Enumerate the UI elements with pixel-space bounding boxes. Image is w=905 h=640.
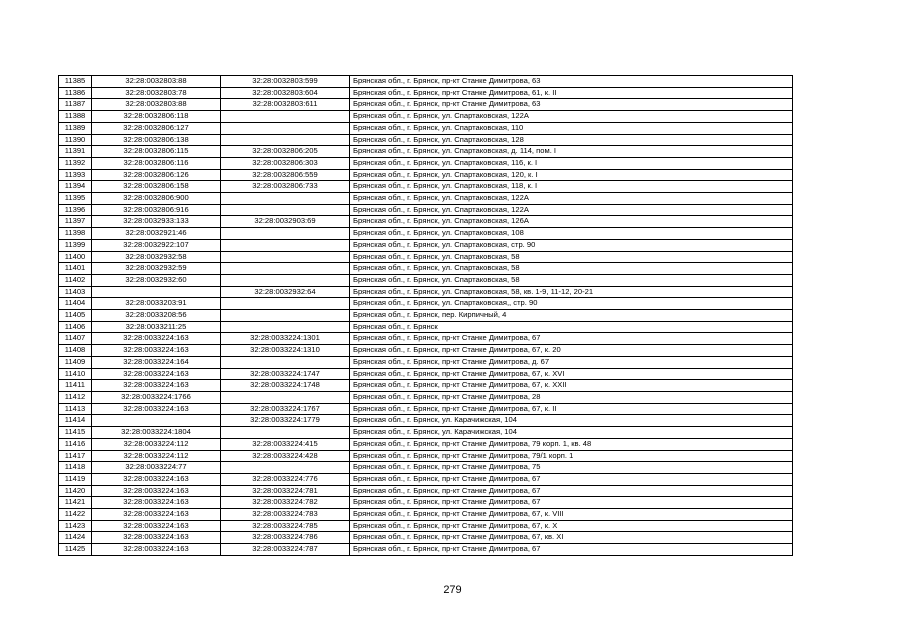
address-cell: Брянская обл., г. Брянск, пр-кт Станке Димитрова, 63 xyxy=(350,99,793,111)
cadastral-number-cell: 32:28:0033224:163 xyxy=(92,520,221,532)
object-cadastral-number-cell: 32:28:0033224:428 xyxy=(221,450,350,462)
table-row xyxy=(59,462,793,474)
cadastral-number-cell: 32:28:0032932:58 xyxy=(92,251,221,263)
object-cadastral-number-cell xyxy=(221,356,350,368)
table-row xyxy=(59,532,793,544)
row-number-cell: 11412 xyxy=(59,391,92,403)
address-cell: Брянская обл., г. Брянск, ул. Спартаковская, 58, кв. 1-9, 11-12, 20-21 xyxy=(350,286,793,298)
table-row xyxy=(59,228,793,240)
object-cadastral-number-cell: 32:28:0032803:599 xyxy=(221,76,350,88)
address-cell: Брянская обл., г. Брянск, ул. Спартаковская, д. 114, пом. I xyxy=(350,146,793,158)
object-cadastral-number-cell: 32:28:0033224:1748 xyxy=(221,380,350,392)
address-cell: Брянская обл., г. Брянск, пр-кт Станке Димитрова, 67, к. XVI xyxy=(350,368,793,380)
cadastral-number-cell: 32:28:0032806:138 xyxy=(92,134,221,146)
cadastral-number-cell xyxy=(92,415,221,427)
table-row xyxy=(59,76,793,88)
table-row xyxy=(59,286,793,298)
object-cadastral-number-cell: 32:28:0032803:611 xyxy=(221,99,350,111)
object-cadastral-number-cell xyxy=(221,228,350,240)
row-number-cell: 11411 xyxy=(59,380,92,392)
table-row xyxy=(59,274,793,286)
cadastral-number-cell: 32:28:0033224:1766 xyxy=(92,391,221,403)
table-row xyxy=(59,204,793,216)
row-number-cell: 11386 xyxy=(59,87,92,99)
table-row xyxy=(59,193,793,205)
table-row xyxy=(59,520,793,532)
object-cadastral-number-cell xyxy=(221,427,350,439)
object-cadastral-number-cell xyxy=(221,391,350,403)
object-cadastral-number-cell: 32:28:0032803:604 xyxy=(221,87,350,99)
table-row xyxy=(59,380,793,392)
address-cell: Брянская обл., г. Брянск, ул. Спартаковская, 122А xyxy=(350,204,793,216)
address-cell: Брянская обл., г. Брянск, ул. Спартаковская, 58 xyxy=(350,274,793,286)
cadastral-number-cell: 32:28:0033224:163 xyxy=(92,380,221,392)
object-cadastral-number-cell xyxy=(221,193,350,205)
row-number-cell: 11388 xyxy=(59,111,92,123)
address-cell: Брянская обл., г. Брянск, ул. Спартаковская, 122А xyxy=(350,193,793,205)
address-cell: Брянская обл., г. Брянск, пр-кт Станке Димитрова, 67 xyxy=(350,497,793,509)
row-number-cell: 11385 xyxy=(59,76,92,88)
cadastral-number-cell: 32:28:0033224:1804 xyxy=(92,427,221,439)
table-row xyxy=(59,368,793,380)
address-cell: Брянская обл., г. Брянск, ул. Карачижская, 104 xyxy=(350,415,793,427)
object-cadastral-number-cell: 32:28:0033224:785 xyxy=(221,520,350,532)
address-cell: Брянская обл., г. Брянск, ул. Спартаковская, 122А xyxy=(350,111,793,123)
address-cell: Брянская обл., г. Брянск, пр-кт Станке Димитрова, д. 67 xyxy=(350,356,793,368)
table-row xyxy=(59,544,793,556)
row-number-cell: 11394 xyxy=(59,181,92,193)
object-cadastral-number-cell xyxy=(221,462,350,474)
cadastral-number-cell: 32:28:0032806:158 xyxy=(92,181,221,193)
address-cell: Брянская обл., г. Брянск, пр-кт Станке Димитрова, 67 xyxy=(350,544,793,556)
address-cell: Брянская обл., г. Брянск, пр-кт Станке Димитрова, 63 xyxy=(350,76,793,88)
object-cadastral-number-cell: 32:28:0033224:1767 xyxy=(221,403,350,415)
object-cadastral-number-cell: 32:28:0032932:64 xyxy=(221,286,350,298)
table-row xyxy=(59,146,793,158)
object-cadastral-number-cell: 32:28:0033224:415 xyxy=(221,438,350,450)
row-number-cell: 11399 xyxy=(59,239,92,251)
object-cadastral-number-cell: 32:28:0032806:303 xyxy=(221,157,350,169)
address-cell: Брянская обл., г. Брянск, пр-кт Станке Димитрова, 67 xyxy=(350,333,793,345)
object-cadastral-number-cell xyxy=(221,134,350,146)
table-row xyxy=(59,181,793,193)
address-cell: Брянская обл., г. Брянск, ул. Спартаковская, 120, к. I xyxy=(350,169,793,181)
row-number-cell: 11404 xyxy=(59,298,92,310)
row-number-cell: 11391 xyxy=(59,146,92,158)
row-number-cell: 11419 xyxy=(59,473,92,485)
address-cell: Брянская обл., г. Брянск, пр-кт Станке Димитрова, 67, к. II xyxy=(350,403,793,415)
address-cell: Брянская обл., г. Брянск, ул. Спартаковская, стр. 90 xyxy=(350,239,793,251)
cadastral-number-cell: 32:28:0032803:78 xyxy=(92,87,221,99)
object-cadastral-number-cell: 32:28:0033224:781 xyxy=(221,485,350,497)
object-cadastral-number-cell: 32:28:0033224:783 xyxy=(221,509,350,521)
object-cadastral-number-cell: 32:28:0033224:1301 xyxy=(221,333,350,345)
address-cell: Брянская обл., г. Брянск, ул. Спартаковская, 58 xyxy=(350,251,793,263)
cadastral-number-cell: 32:28:0033224:164 xyxy=(92,356,221,368)
cadastral-number-cell: 32:28:0032922:107 xyxy=(92,239,221,251)
table-row xyxy=(59,111,793,123)
row-number-cell: 11424 xyxy=(59,532,92,544)
cadastral-number-cell: 32:28:0032806:116 xyxy=(92,157,221,169)
address-cell: Брянская обл., г. Брянск, пр-кт Станке Димитрова, 67, к. X xyxy=(350,520,793,532)
row-number-cell: 11403 xyxy=(59,286,92,298)
table-row xyxy=(59,216,793,228)
cadastral-number-cell: 32:28:0032803:88 xyxy=(92,76,221,88)
row-number-cell: 11410 xyxy=(59,368,92,380)
cadastral-number-cell: 32:28:0033224:163 xyxy=(92,473,221,485)
table-row xyxy=(59,251,793,263)
row-number-cell: 11417 xyxy=(59,450,92,462)
address-cell: Брянская обл., г. Брянск xyxy=(350,321,793,333)
row-number-cell: 11390 xyxy=(59,134,92,146)
cadastral-number-cell: 32:28:0033211:25 xyxy=(92,321,221,333)
object-cadastral-number-cell: 32:28:0032806:205 xyxy=(221,146,350,158)
cadastral-number-cell: 32:28:0033203:91 xyxy=(92,298,221,310)
row-number-cell: 11401 xyxy=(59,263,92,275)
row-number-cell: 11398 xyxy=(59,228,92,240)
cadastral-number-cell xyxy=(92,286,221,298)
table-row xyxy=(59,509,793,521)
cadastral-number-cell: 32:28:0033224:163 xyxy=(92,485,221,497)
row-number-cell: 11416 xyxy=(59,438,92,450)
table-row xyxy=(59,345,793,357)
address-cell: Брянская обл., г. Брянск, ул. Спартаковская, 126А xyxy=(350,216,793,228)
object-cadastral-number-cell xyxy=(221,122,350,134)
object-cadastral-number-cell: 32:28:0033224:782 xyxy=(221,497,350,509)
object-cadastral-number-cell xyxy=(221,204,350,216)
object-cadastral-number-cell xyxy=(221,111,350,123)
table-row xyxy=(59,497,793,509)
address-cell: Брянская обл., г. Брянск, пер. Кирпичный, 4 xyxy=(350,310,793,322)
address-cell: Брянская обл., г. Брянск, ул. Спартаковская, 116, к. I xyxy=(350,157,793,169)
object-cadastral-number-cell xyxy=(221,298,350,310)
object-cadastral-number-cell: 32:28:0032806:733 xyxy=(221,181,350,193)
cadastral-number-cell: 32:28:0033224:163 xyxy=(92,333,221,345)
object-cadastral-number-cell xyxy=(221,274,350,286)
table-row xyxy=(59,356,793,368)
cadastral-number-cell: 32:28:0032806:916 xyxy=(92,204,221,216)
object-cadastral-number-cell xyxy=(221,321,350,333)
cadastral-number-cell: 32:28:0032806:115 xyxy=(92,146,221,158)
table-row xyxy=(59,321,793,333)
registry-table-body xyxy=(59,76,793,556)
address-cell: Брянская обл., г. Брянск, пр-кт Станке Димитрова, 79/1 корп. 1 xyxy=(350,450,793,462)
object-cadastral-number-cell: 32:28:0033224:787 xyxy=(221,544,350,556)
address-cell: Брянская обл., г. Брянск, пр-кт Станке Димитрова, 67 xyxy=(350,473,793,485)
row-number-cell: 11405 xyxy=(59,310,92,322)
cadastral-number-cell: 32:28:0032806:126 xyxy=(92,169,221,181)
address-cell: Брянская обл., г. Брянск, ул. Карачижская, 104 xyxy=(350,427,793,439)
cadastral-number-cell: 32:28:0033224:112 xyxy=(92,438,221,450)
row-number-cell: 11395 xyxy=(59,193,92,205)
row-number-cell: 11413 xyxy=(59,403,92,415)
cadastral-number-cell: 32:28:0032932:59 xyxy=(92,263,221,275)
cadastral-number-cell: 32:28:0033224:163 xyxy=(92,497,221,509)
table-row xyxy=(59,415,793,427)
row-number-cell: 11418 xyxy=(59,462,92,474)
row-number-cell: 11423 xyxy=(59,520,92,532)
cadastral-number-cell: 32:28:0033224:163 xyxy=(92,368,221,380)
row-number-cell: 11414 xyxy=(59,415,92,427)
table-row xyxy=(59,403,793,415)
address-cell: Брянская обл., г. Брянск, ул. Спартаковская, 58 xyxy=(350,263,793,275)
address-cell: Брянская обл., г. Брянск, ул. Спартаковская, 118, к. I xyxy=(350,181,793,193)
address-cell: Брянская обл., г. Брянск, пр-кт Станке Димитрова, 61, к. II xyxy=(350,87,793,99)
object-cadastral-number-cell: 32:28:0032806:559 xyxy=(221,169,350,181)
row-number-cell: 11406 xyxy=(59,321,92,333)
table-row xyxy=(59,333,793,345)
table-row xyxy=(59,438,793,450)
cadastral-number-cell: 32:28:0033208:56 xyxy=(92,310,221,322)
cadastral-number-cell: 32:28:0032806:900 xyxy=(92,193,221,205)
address-cell: Брянская обл., г. Брянск, ул. Спартаковская, 110 xyxy=(350,122,793,134)
table-row xyxy=(59,134,793,146)
cadastral-number-cell: 32:28:0032806:127 xyxy=(92,122,221,134)
row-number-cell: 11396 xyxy=(59,204,92,216)
object-cadastral-number-cell: 32:28:0032903:69 xyxy=(221,216,350,228)
address-cell: Брянская обл., г. Брянск, пр-кт Станке Димитрова, 67, к. VIII xyxy=(350,509,793,521)
row-number-cell: 11407 xyxy=(59,333,92,345)
cadastral-number-cell: 32:28:0032933:133 xyxy=(92,216,221,228)
row-number-cell: 11409 xyxy=(59,356,92,368)
table-row xyxy=(59,450,793,462)
address-cell: Брянская обл., г. Брянск, пр-кт Станке Димитрова, 67, кв. XI xyxy=(350,532,793,544)
row-number-cell: 11402 xyxy=(59,274,92,286)
cadastral-number-cell: 32:28:0033224:163 xyxy=(92,532,221,544)
table-row xyxy=(59,169,793,181)
cadastral-number-cell: 32:28:0033224:77 xyxy=(92,462,221,474)
address-cell: Брянская обл., г. Брянск, пр-кт Станке Димитрова, 67 xyxy=(350,485,793,497)
row-number-cell: 11387 xyxy=(59,99,92,111)
address-cell: Брянская обл., г. Брянск, пр-кт Станке Димитрова, 75 xyxy=(350,462,793,474)
table-row xyxy=(59,157,793,169)
row-number-cell: 11397 xyxy=(59,216,92,228)
address-cell: Брянская обл., г. Брянск, пр-кт Станке Димитрова, 67, к. 20 xyxy=(350,345,793,357)
object-cadastral-number-cell: 32:28:0033224:1779 xyxy=(221,415,350,427)
address-cell: Брянская обл., г. Брянск, ул. Спартаковская, 128 xyxy=(350,134,793,146)
cadastral-number-cell: 32:28:0032803:88 xyxy=(92,99,221,111)
registry-table xyxy=(58,75,793,556)
cadastral-number-cell: 32:28:0033224:163 xyxy=(92,544,221,556)
object-cadastral-number-cell xyxy=(221,239,350,251)
address-cell: Брянская обл., г. Брянск, пр-кт Станке Димитрова, 79 корп. 1, кв. 48 xyxy=(350,438,793,450)
row-number-cell: 11425 xyxy=(59,544,92,556)
table-row xyxy=(59,310,793,322)
table-row xyxy=(59,263,793,275)
table-row xyxy=(59,473,793,485)
row-number-cell: 11400 xyxy=(59,251,92,263)
object-cadastral-number-cell: 32:28:0033224:1747 xyxy=(221,368,350,380)
cadastral-number-cell: 32:28:0033224:163 xyxy=(92,509,221,521)
row-number-cell: 11420 xyxy=(59,485,92,497)
table-row xyxy=(59,391,793,403)
cadastral-number-cell: 32:28:0033224:163 xyxy=(92,403,221,415)
table-row xyxy=(59,122,793,134)
address-cell: Брянская обл., г. Брянск, ул. Спартаковская, 108 xyxy=(350,228,793,240)
table-row xyxy=(59,485,793,497)
address-cell: Брянская обл., г. Брянск, пр-кт Станке Димитрова, 28 xyxy=(350,391,793,403)
row-number-cell: 11392 xyxy=(59,157,92,169)
table-row xyxy=(59,427,793,439)
cadastral-number-cell: 32:28:0032932:60 xyxy=(92,274,221,286)
table-row xyxy=(59,298,793,310)
object-cadastral-number-cell: 32:28:0033224:1310 xyxy=(221,345,350,357)
cadastral-number-cell: 32:28:0032806:118 xyxy=(92,111,221,123)
row-number-cell: 11415 xyxy=(59,427,92,439)
row-number-cell: 11421 xyxy=(59,497,92,509)
object-cadastral-number-cell xyxy=(221,251,350,263)
table-row xyxy=(59,87,793,99)
row-number-cell: 11422 xyxy=(59,509,92,521)
object-cadastral-number-cell: 32:28:0033224:786 xyxy=(221,532,350,544)
object-cadastral-number-cell: 32:28:0033224:776 xyxy=(221,473,350,485)
row-number-cell: 11389 xyxy=(59,122,92,134)
cadastral-number-cell: 32:28:0033224:112 xyxy=(92,450,221,462)
address-cell: Брянская обл., г. Брянск, ул. Спартаковская,, стр. 90 xyxy=(350,298,793,310)
row-number-cell: 11408 xyxy=(59,345,92,357)
address-cell: Брянская обл., г. Брянск, пр-кт Станке Димитрова, 67, к. XXII xyxy=(350,380,793,392)
table-row xyxy=(59,99,793,111)
cadastral-number-cell: 32:28:0032921:46 xyxy=(92,228,221,240)
object-cadastral-number-cell xyxy=(221,263,350,275)
page-number: 279 xyxy=(443,584,462,596)
table-row xyxy=(59,239,793,251)
cadastral-number-cell: 32:28:0033224:163 xyxy=(92,345,221,357)
object-cadastral-number-cell xyxy=(221,310,350,322)
row-number-cell: 11393 xyxy=(59,169,92,181)
